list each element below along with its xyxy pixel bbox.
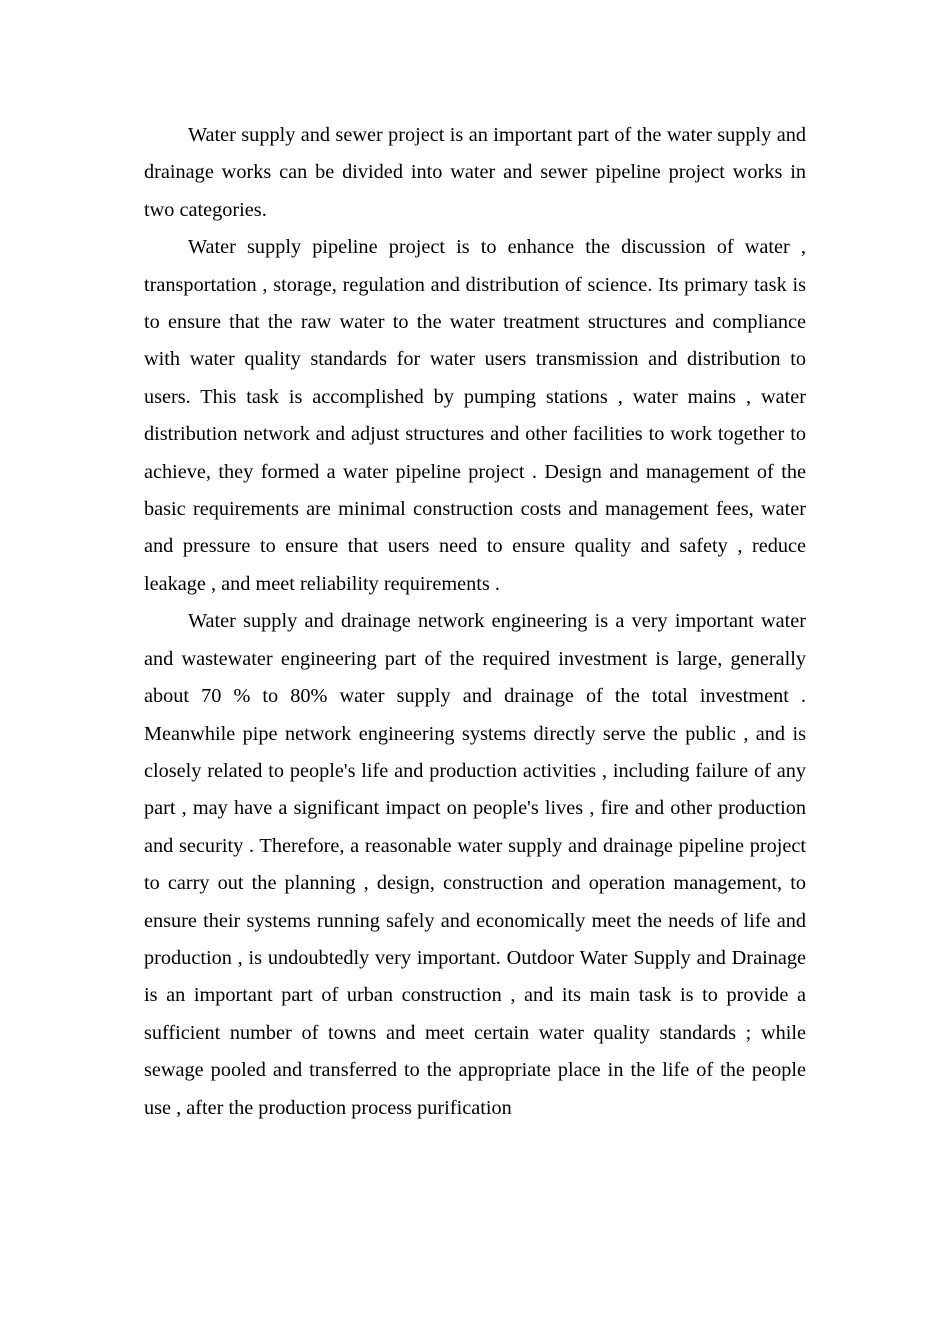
- paragraph-sewer-project: Water supply and sewer project is an important part of the water supply and drainage works can be divided into water and sewer pipeline project works in two categories.: [144, 124, 806, 221]
- paragraph-drainage-network: Water supply and drainage network engineering is a very important water and wastewater engineering part of the required investment is large, generally about 70 % to 80% water supply and drainage of the total investment . Meanwhile pipe network engineering systems directly serve the public , and is closely related to people's life and production activities , including failure of any part , may have a significant impact on people's lives , fire and other production and security . Therefore, a reasonable water supply and drainage pipeline project to carry out the planning , design, construction and operation management, to ensure their systems running safely and economically meet the needs of life and production , is undoubtedly very important. Outdoor Water Supply and Drainage is an important part of urban construction , and its main task is to provide a sufficient number of towns and meet certain water quality standards ; while sewage pooled and transferred to the appropriate place in the life of the people use , after the production process purification: [144, 610, 806, 1119]
- body-text: [144, 117, 806, 1127]
- paragraph-water-supply-pipeline: Water supply pipeline project is to enhance the discussion of water , transportation , storage, regulation and distribution of science. Its primary task is to ensure that the raw water to the water treatment structures and compliance with water quality standards for water users transmission and distribution to users. This task is accomplished by pumping stations , water mains , water distribution network and adjust structures and other facilities to work together to achieve, they formed a water pipeline project . Design and management of the basic requirements are minimal construction costs and management fees, water and pressure to ensure that users need to ensure quality and safety , reduce leakage , and meet reliability requirements .: [144, 236, 806, 595]
